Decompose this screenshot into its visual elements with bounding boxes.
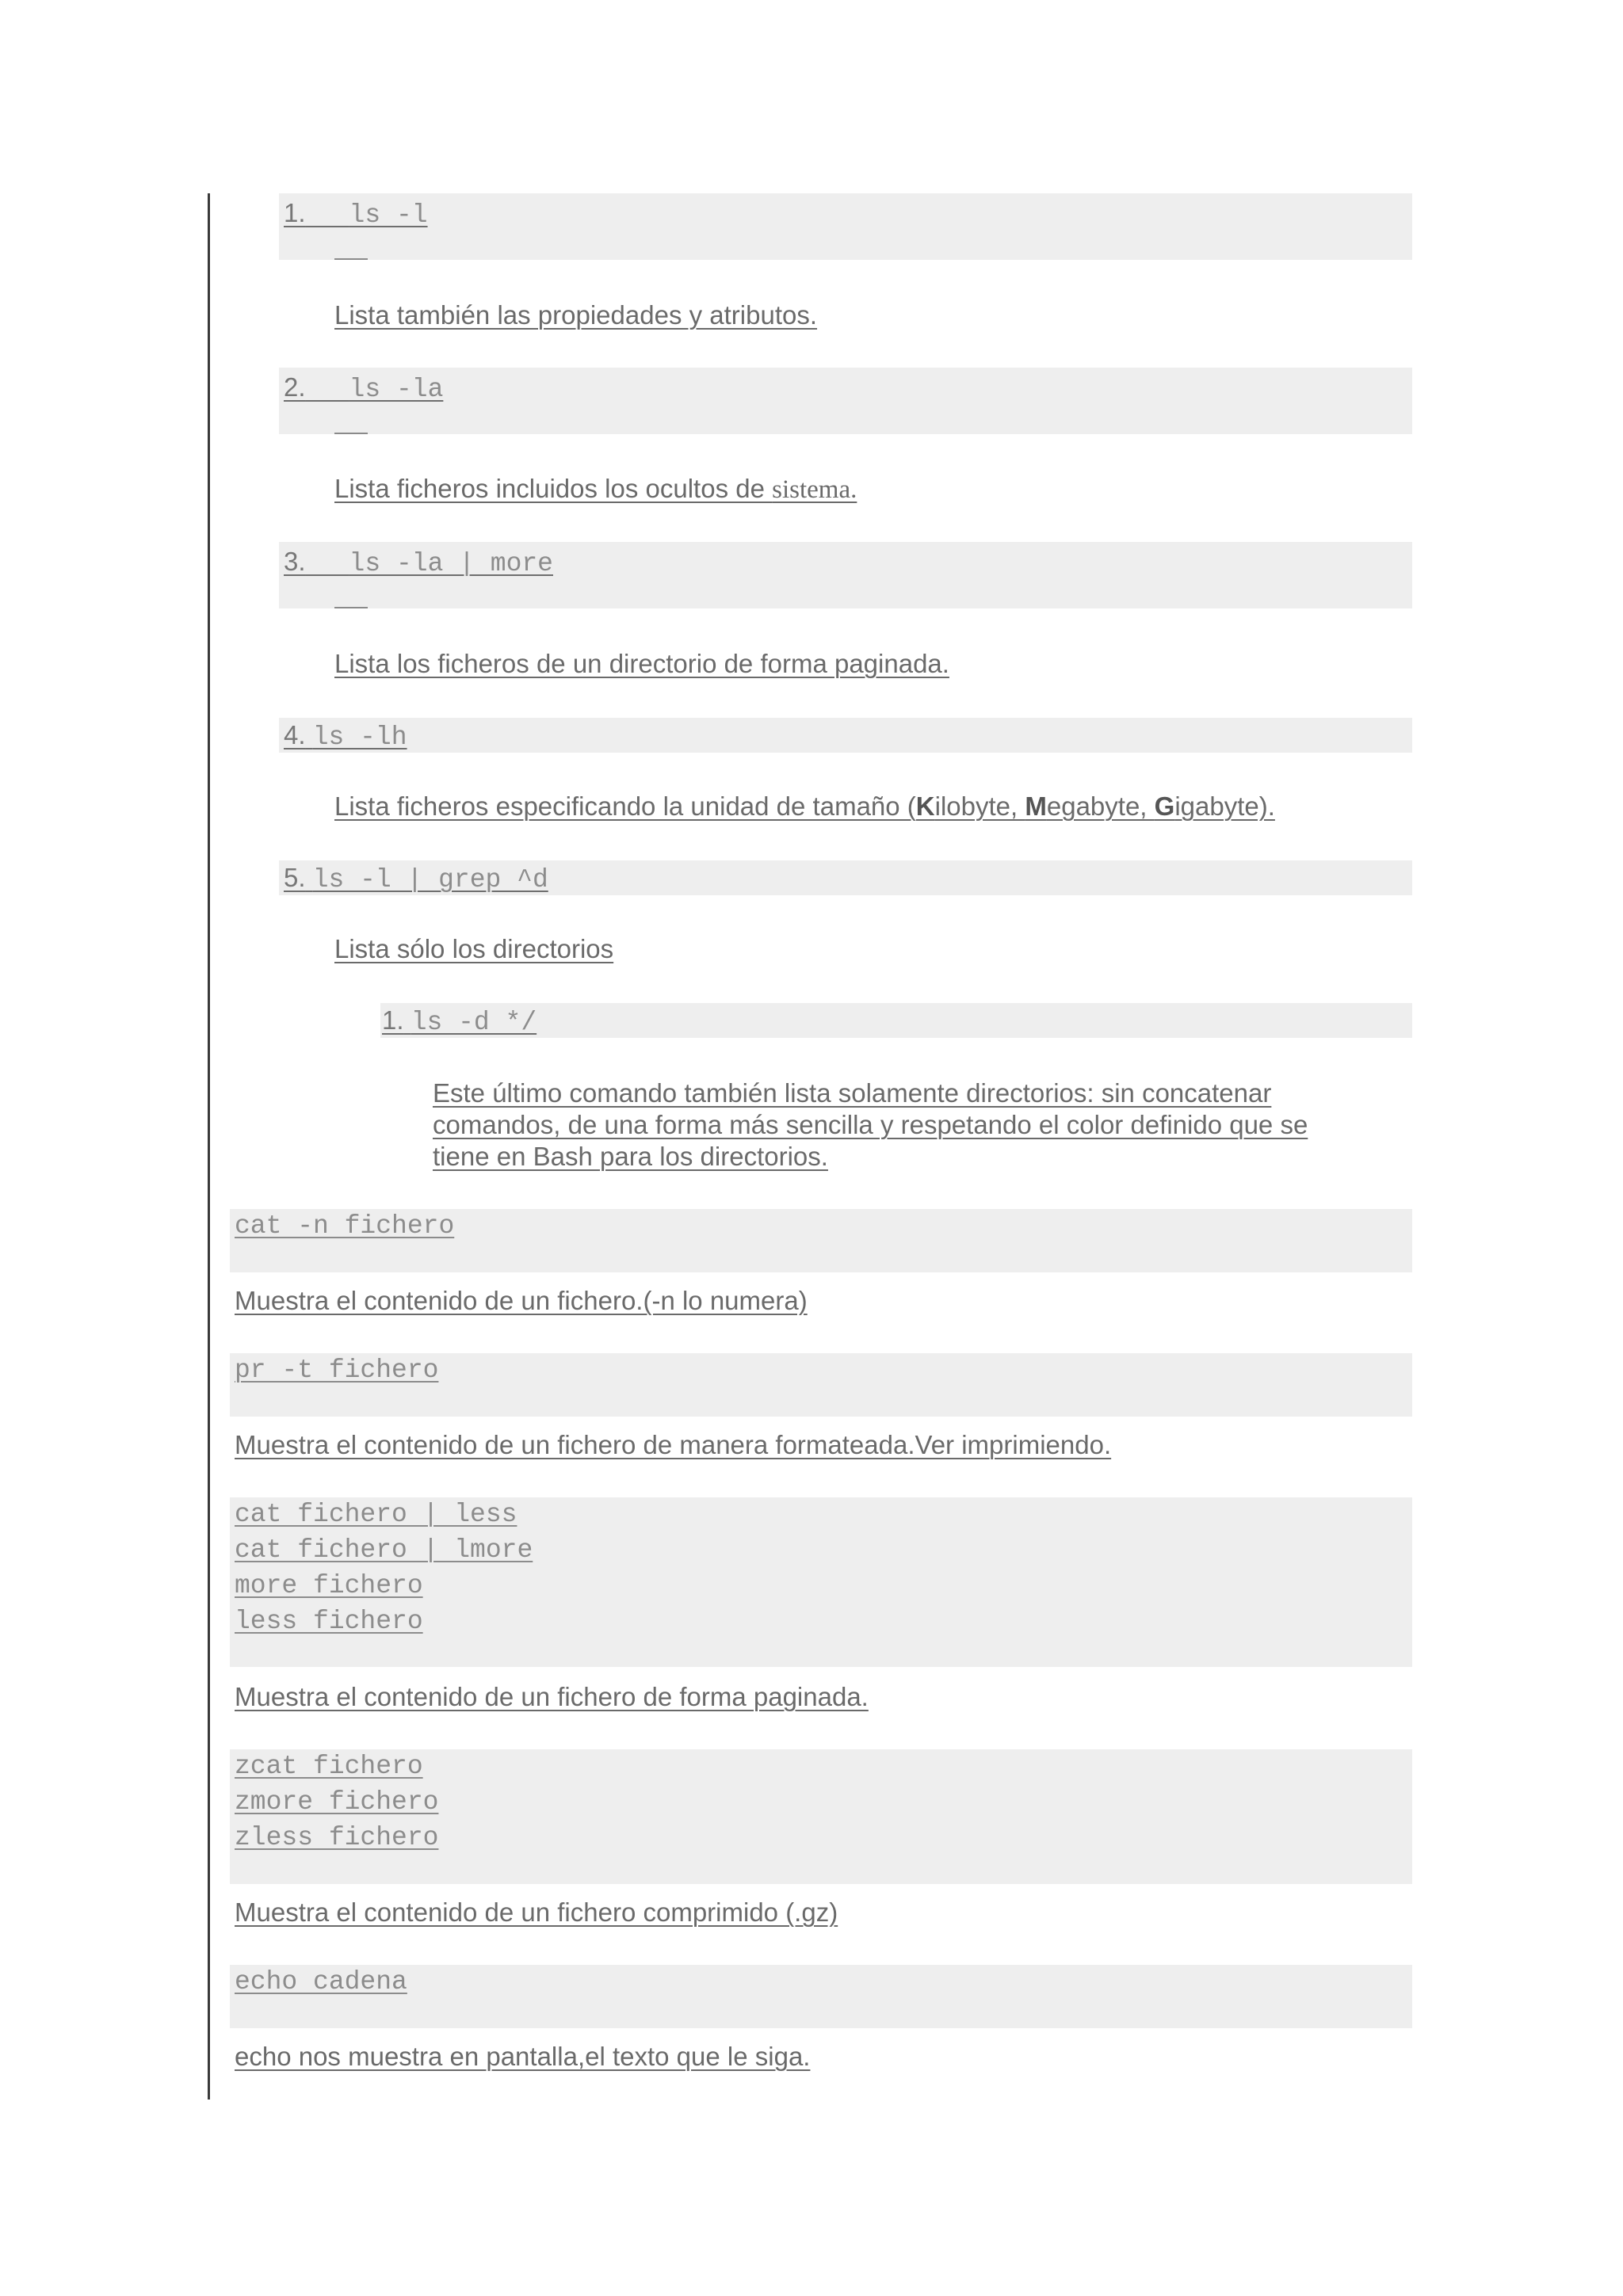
list-item-1-number: 1.	[284, 198, 306, 227]
code-line: zless fichero	[235, 1823, 439, 1852]
list-item-3-command: ls -la | more	[349, 549, 553, 578]
list-item-3-code	[284, 546, 553, 583]
desc-text: egabyte,	[1046, 791, 1155, 821]
code-line: less fichero	[235, 1607, 423, 1636]
subitem-description-line: Este último comando también lista solamente directorios: sin concatenar	[433, 1078, 1272, 1108]
desc-text: ilobyte,	[934, 791, 1025, 821]
list-item-3-description: Lista los ficheros de un directorio de forma paginada.	[334, 649, 949, 678]
block-3-description: Muestra el contenido de un fichero de forma paginada.	[235, 1682, 869, 1711]
subitem-command: ls -d */	[411, 1008, 537, 1037]
desc-bold-letter: G	[1154, 791, 1175, 821]
dash-mark	[334, 433, 368, 434]
dash-mark	[334, 607, 368, 608]
left-margin-bar	[208, 193, 210, 2100]
code-box-item-2	[279, 368, 1412, 434]
code-box-item-1	[279, 193, 1412, 260]
list-item-1-description: Lista también las propiedades y atributos.	[334, 300, 818, 330]
code-line: echo cadena	[235, 1967, 407, 1997]
block-1-description: Muestra el contenido de un fichero.(-n lo numera)	[235, 1286, 808, 1315]
list-item-2-command: ls -la	[349, 375, 444, 404]
desc-text: Lista ficheros especificando la unidad de tamaño (	[334, 791, 916, 821]
block-5-description: echo nos muestra en pantalla,el texto que le siga.	[235, 2042, 811, 2071]
subitem-description-line: comandos, de una forma más sencilla y respetando el color definido que se	[433, 1110, 1308, 1139]
block-2-description: Muestra el contenido de un fichero de manera formateada.Ver imprimiendo.	[235, 1430, 1112, 1459]
subitem-code	[382, 1005, 537, 1042]
code-line: pr -t fichero	[235, 1356, 439, 1385]
list-item-1-command: ls -l	[349, 200, 428, 230]
list-item-4-number: 4.	[284, 720, 306, 749]
desc-bold-letter: M	[1025, 791, 1047, 821]
list-item-3-number: 3.	[284, 547, 306, 576]
list-item-4-command: ls -lh	[312, 723, 407, 752]
list-item-4-code	[284, 719, 407, 757]
code-box-item-4	[279, 718, 1412, 753]
dash-mark	[334, 258, 368, 260]
code-line: cat fichero | less	[235, 1500, 517, 1529]
desc-text: igabyte).	[1174, 791, 1275, 821]
desc-bold-letter: K	[915, 791, 935, 821]
code-line: more fichero	[235, 1571, 423, 1600]
list-item-1-code	[284, 197, 428, 235]
code-line: zmore fichero	[235, 1787, 439, 1817]
subitem-description	[433, 1077, 1308, 1173]
list-item-2-number: 2.	[284, 372, 306, 402]
list-item-2-code	[284, 372, 443, 409]
code-line: zcat fichero	[235, 1752, 423, 1781]
list-item-4-description	[334, 791, 1275, 822]
list-item-5-description: Lista sólo los directorios	[334, 934, 614, 963]
subitem-description-line: tiene en Bash para los directorios.	[433, 1142, 828, 1171]
list-item-5-command: ls -l | grep ^d	[312, 865, 548, 894]
code-line: cat fichero | lmore	[235, 1535, 533, 1565]
code-line: cat -n fichero	[235, 1211, 455, 1241]
list-item-5-number: 5.	[284, 863, 306, 892]
list-item-2-description-serif: sistema.	[772, 475, 857, 504]
list-item-2-description-text: Lista ficheros incluidos los ocultos de	[334, 474, 773, 503]
block-4-description: Muestra el contenido de un fichero comprimido (.gz)	[235, 1897, 838, 1927]
list-item-5-code	[284, 862, 548, 899]
subitem-number: 1.	[382, 1005, 404, 1035]
list-item-2-description	[334, 473, 857, 505]
